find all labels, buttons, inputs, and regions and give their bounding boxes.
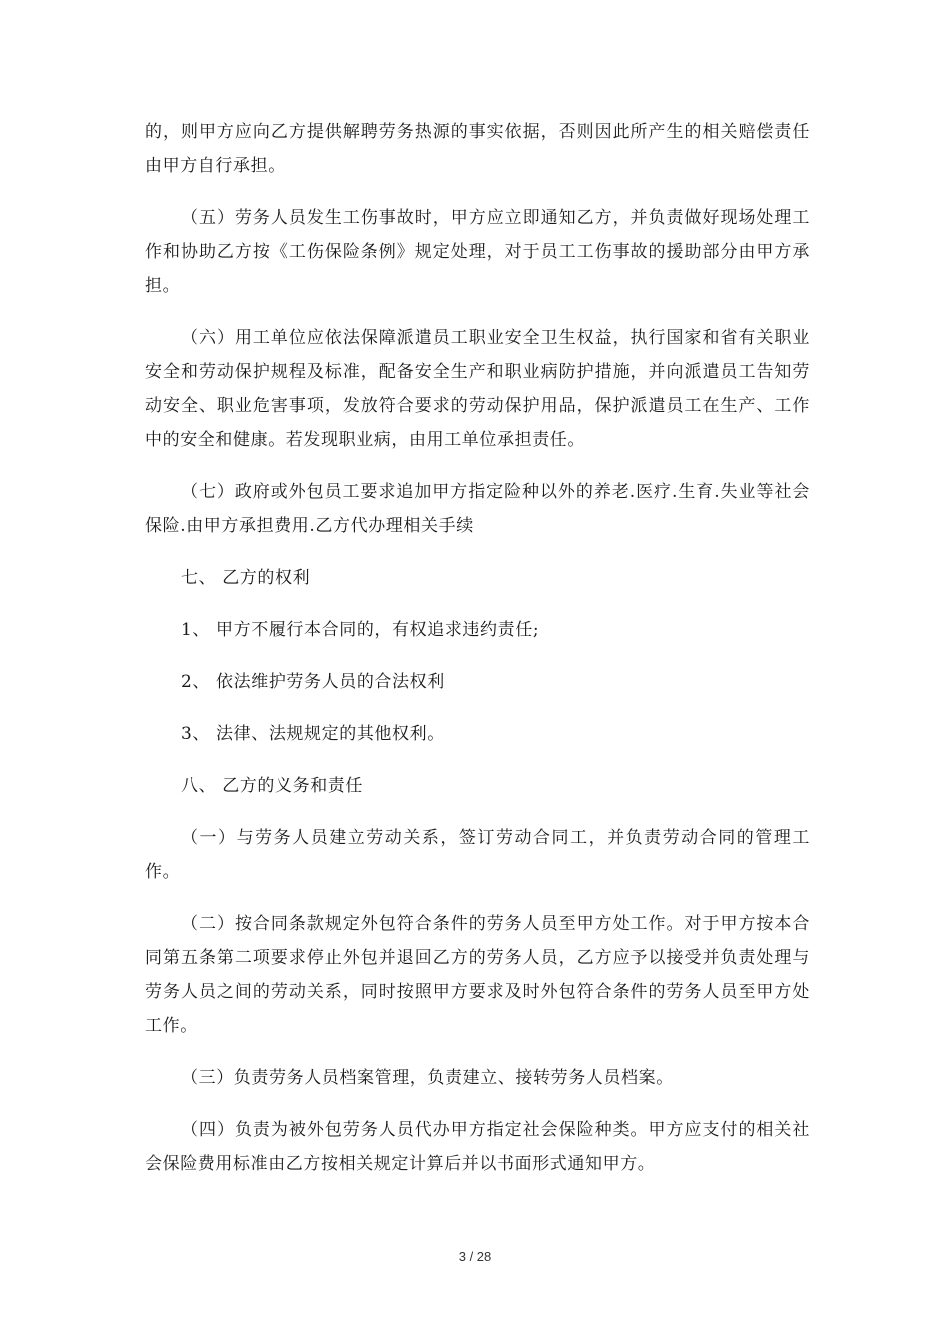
paragraph-clause-5: （五）劳务人员发生工伤事故时，甲方应立即通知乙方，并负责做好现场处理工作和协助乙方按《工伤保险条例》规定处理，对于员工工伤事故的援助部分由甲方承担。 bbox=[145, 208, 810, 296]
paragraph-duty-1: （一）与劳务人员建立劳动关系，签订劳动合同工，并负责劳动合同的管理工作。 bbox=[145, 828, 810, 882]
paragraph-duty-2: （二）按合同条款规定外包符合条件的劳务人员至甲方处工作。对于甲方按本合同第五条第二项要求停止外包并退回乙方的劳务人员，乙方应予以接受并负责处理与劳务人员之间的劳动关系，同时按照甲方要求及时外包符合条件的劳务人员至甲方处工作。 bbox=[145, 914, 810, 1036]
list-item-3: 3、 法律、法规规定的其他权利。 bbox=[181, 724, 445, 744]
section-heading-8: 八、 乙方的义务和责任 bbox=[181, 776, 364, 796]
section-heading-7: 七、 乙方的权利 bbox=[181, 568, 311, 588]
paragraph-continuation: 的，则甲方应向乙方提供解聘劳务热源的事实依据，否则因此所产生的相关赔偿责任由甲方自行承担。 bbox=[145, 122, 810, 176]
paragraph-duty-4: （四）负责为被外包劳务人员代办甲方指定社会保险种类。甲方应支付的相关社会保险费用标准由乙方按相关规定计算后并以书面形式通知甲方。 bbox=[145, 1120, 810, 1174]
document-body bbox=[145, 115, 810, 1199]
page-number: 3 / 28 bbox=[458, 1249, 492, 1264]
paragraph-clause-7: （七）政府或外包员工要求追加甲方指定险种以外的养老.医疗.生育.失业等社会保险.由甲方承担费用.乙方代办理相关手续 bbox=[145, 482, 810, 536]
list-item-2: 2、 依法维护劳务人员的合法权利 bbox=[181, 672, 445, 692]
paragraph-duty-3: （三）负责劳务人员档案管理，负责建立、接转劳务人员档案。 bbox=[181, 1068, 674, 1088]
paragraph-clause-6: （六）用工单位应依法保障派遣员工职业安全卫生权益，执行国家和省有关职业安全和劳动保护规程及标准，配备安全生产和职业病防护措施，并向派遣员工告知劳动安全、职业危害事项，发放符合要求的劳动保护用品，保护派遣员工在生产、工作中的安全和健康。若发现职业病，由用工单位承担责任。 bbox=[145, 328, 810, 450]
list-item-1: 1、 甲方不履行本合同的，有权追求违约责任; bbox=[181, 620, 540, 640]
